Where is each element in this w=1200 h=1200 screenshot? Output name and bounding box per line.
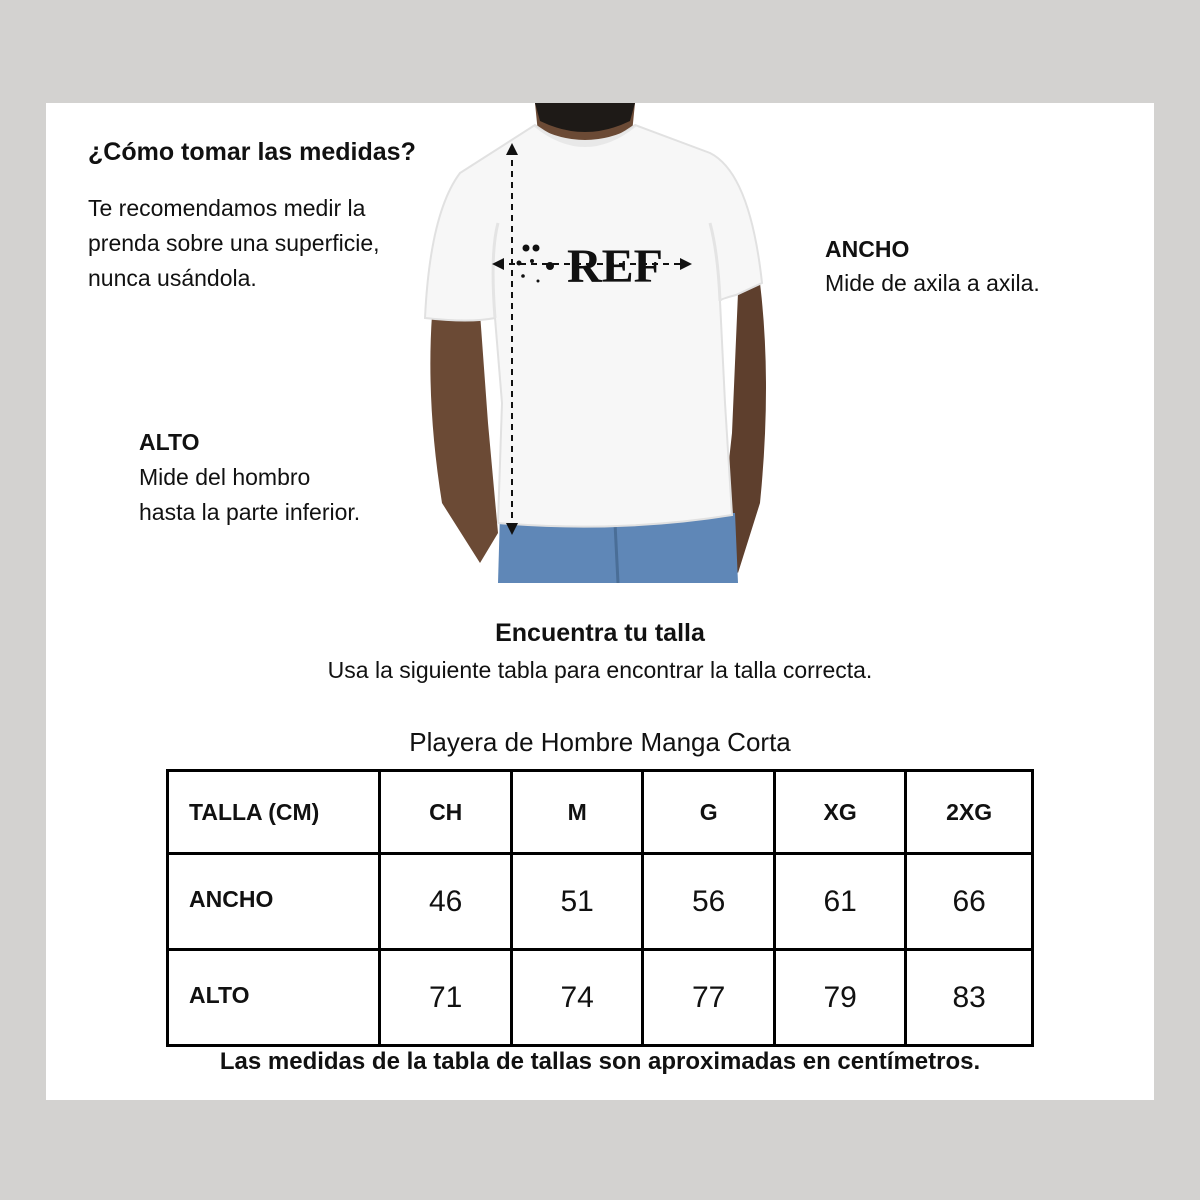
shirt-illustration: [420, 103, 780, 583]
table-cell: 61: [774, 854, 905, 950]
alto-label: ALTO: [139, 429, 200, 455]
find-size-subtitle: Usa la siguiente tabla para encontrar la talla correcta.: [327, 657, 873, 683]
table-header-row: [168, 771, 1033, 854]
header-cell: TALLA (CM): [168, 771, 380, 854]
table-cell: 83: [906, 950, 1033, 1046]
ancho-label: ANCHO: [825, 236, 910, 262]
find-size-title: Encuentra tu talla: [495, 619, 705, 647]
table-cell: 71: [380, 950, 511, 1046]
ancho-block: [825, 232, 1040, 300]
footnote: Las medidas de la tabla de tallas son aproximadas en centímetros.: [219, 1048, 981, 1075]
table-cell: 46: [380, 854, 511, 950]
alto-block: [139, 425, 360, 530]
table-row: [168, 854, 1033, 950]
table-cell: 66: [906, 854, 1033, 950]
table-cell: 77: [643, 950, 774, 1046]
row-label: ANCHO: [168, 854, 380, 950]
header-cell: M: [511, 771, 642, 854]
table-caption: Playera de Hombre Manga Corta: [409, 727, 791, 757]
table-row: [168, 950, 1033, 1046]
table-cell: 51: [511, 854, 642, 950]
row-label: ALTO: [168, 950, 380, 1046]
size-table: [166, 769, 1034, 1047]
howto-title: ¿Cómo tomar las medidas?: [88, 138, 416, 166]
howto-line: nunca usándola.: [88, 265, 257, 291]
howto-line: Te recomendamos medir la: [88, 195, 366, 221]
header-cell: XG: [774, 771, 905, 854]
header-cell: G: [643, 771, 774, 854]
logo-text: REF: [567, 240, 663, 293]
header-cell: 2XG: [906, 771, 1033, 854]
table-cell: 74: [511, 950, 642, 1046]
howto-line: prenda sobre una superficie,: [88, 230, 380, 256]
howto-text: [88, 191, 428, 296]
table-cell: 79: [774, 950, 905, 1046]
alto-description-line: hasta la parte inferior.: [139, 499, 361, 525]
header-cell: CH: [380, 771, 511, 854]
ancho-description: Mide de axila a axila.: [825, 270, 1040, 296]
alto-description-line: Mide del hombro: [139, 464, 311, 490]
left-arm: [430, 313, 498, 563]
table-cell: 56: [643, 854, 774, 950]
shirt-figure: [420, 103, 780, 583]
